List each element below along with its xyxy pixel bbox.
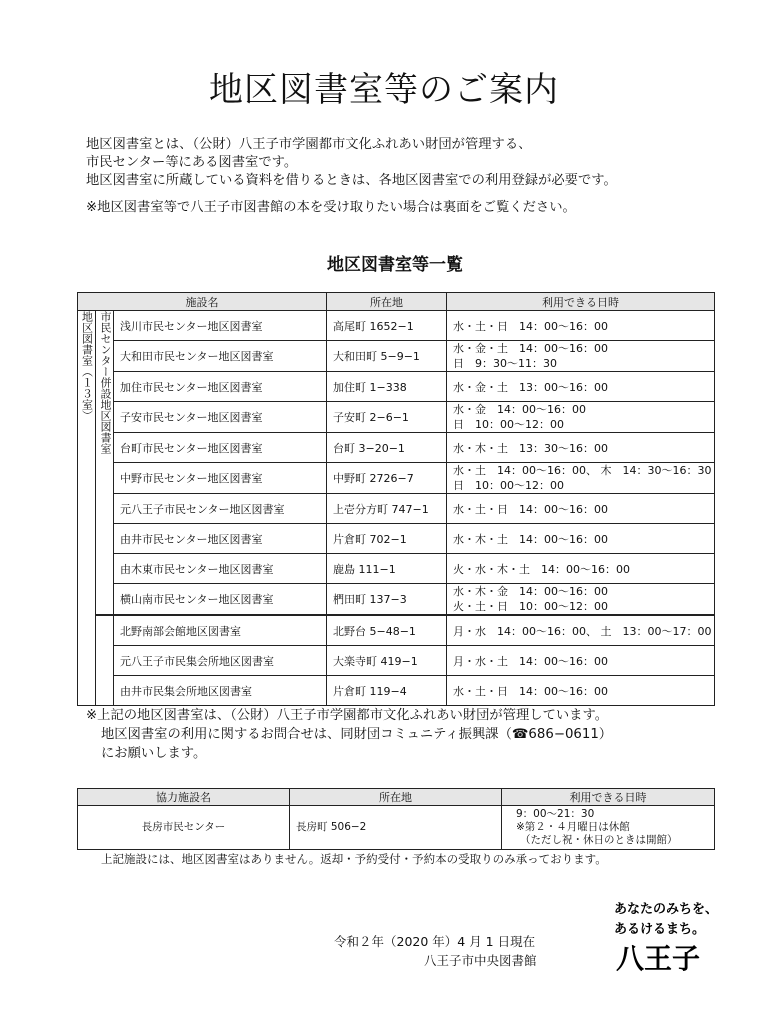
hours-line: 火・水・木・土 14：00〜16：00: [453, 562, 630, 576]
table-row: [78, 341, 715, 372]
facility-name: 浅川市民センター地区図書室: [114, 311, 327, 341]
table-row: [78, 494, 715, 524]
facility-address: 北野台 5−48−1: [327, 615, 447, 646]
table-row: [78, 676, 715, 706]
table-row: [78, 646, 715, 676]
coop-header-facility: 協力施設名: [78, 789, 290, 806]
table-row: [78, 463, 715, 494]
logo-line1: あなたのみちを、: [614, 902, 719, 917]
hours-line: 水・土 14：00〜16：00、 木 14：30〜16：30: [453, 464, 712, 477]
facility-name: 中野市民センター地区図書室: [114, 463, 327, 494]
hours-line: 日 10：00〜12：00: [453, 479, 564, 492]
footnote: [86, 706, 612, 763]
table-row: [78, 311, 715, 341]
facility-name: 子安市民センター地区図書室: [114, 402, 327, 433]
hours-line: 火・土・日 10：00〜12：00: [453, 600, 608, 613]
coop-note: 上記施設には、地区図書室はありません。返却・予約受付・予約本の受取りのみ承っております。: [101, 852, 607, 866]
hours-line: 日 9：30〜11：30: [453, 357, 557, 370]
hours-line: 水・土・日 14：00〜16：00: [453, 502, 608, 516]
group-label-outer: 地区図書室（１３室）: [78, 311, 96, 706]
hours-line: 水・木・金 14：00〜16：00: [453, 585, 608, 598]
facility-name: 大和田市民センター地区図書室: [114, 341, 327, 372]
facility-name: 加住市民センター地区図書室: [114, 372, 327, 402]
facility-hours: [447, 433, 715, 463]
logo-line2: あるけるまち。: [614, 922, 706, 937]
cooperation-table: [77, 788, 715, 850]
facility-hours: [447, 341, 715, 372]
facility-hours: [447, 402, 715, 433]
coop-hours-line: （ただし祝・休日のときは開館）: [520, 834, 678, 846]
hours-line: 水・土・日 14：00〜16：00: [453, 319, 608, 333]
facility-name: 由井市民集会所地区図書室: [114, 676, 327, 706]
facility-name: 元八王子市民センター地区図書室: [114, 494, 327, 524]
hours-line: 水・土・日 14：00〜16：00: [453, 684, 608, 698]
table-row: [78, 584, 715, 616]
table-row: [78, 554, 715, 584]
facility-address: 椚田町 137−3: [327, 584, 447, 616]
header-facility: 施設名: [78, 293, 327, 311]
facility-name: 元八王子市民集会所地区図書室: [114, 646, 327, 676]
intro-line: 地区図書室に所蔵している資料を借りるときは、各地区図書室での利用登録が必要です。: [86, 173, 617, 188]
logo-name: 八王子: [616, 942, 701, 975]
library-table: [77, 292, 715, 706]
coop-header-address: 所在地: [290, 789, 502, 806]
facility-name: 台町市民センター地区図書室: [114, 433, 327, 463]
facility-address: 加住町 1−338: [327, 372, 447, 402]
issuer: 八王子市中央図書館: [424, 953, 537, 968]
intro-text: [86, 136, 617, 217]
facility-name: 由井市民センター地区図書室: [114, 524, 327, 554]
footnote-line: 地区図書室の利用に関するお問合せは、同財団コミュニティ振興課（☎686−0611）: [101, 727, 613, 742]
footnote-line: ※上記の地区図書室は、（公財）八王子市学園都市文化ふれあい財団が管理しています。: [86, 708, 609, 723]
coop-facility-name: 長房市民センター: [78, 806, 290, 850]
facility-address: 鹿島 111−1: [327, 554, 447, 584]
facility-address: 大楽寺町 419−1: [327, 646, 447, 676]
header-hours: 利用できる日時: [447, 293, 715, 311]
issue-info: [334, 932, 537, 970]
group-label-inner: 市民センター併設地区図書室: [96, 311, 114, 616]
issue-date: 令和２年（2020 年）4 月 1 日現在: [334, 934, 536, 949]
hours-line: 日 10：00〜12：00: [453, 418, 564, 431]
hachioji-logo: [612, 896, 732, 976]
facility-address: 高尾町 1652−1: [327, 311, 447, 341]
group-label-blank: [96, 615, 114, 706]
table-row: [78, 402, 715, 433]
facility-hours: [447, 524, 715, 554]
facility-name: 北野南部会館地区図書室: [114, 615, 327, 646]
intro-line: 地区図書室とは、（公財）八王子市学園都市文化ふれあい財団が管理する、: [86, 137, 532, 152]
coop-hours-line: ※第２・４月曜日は休館: [516, 821, 630, 833]
facility-hours: [447, 494, 715, 524]
facility-hours: [447, 615, 715, 646]
coop-hours-line: 9：00〜21：30: [516, 808, 595, 820]
footnote-line: にお願いします。: [101, 746, 207, 761]
coop-hours: [502, 806, 715, 850]
table-row: [78, 372, 715, 402]
facility-hours: [447, 554, 715, 584]
table-row: [78, 524, 715, 554]
coop-address: 長房町 506−2: [290, 806, 502, 850]
table-row: [78, 615, 715, 646]
facility-address: 片倉町 702−1: [327, 524, 447, 554]
table-row: [78, 433, 715, 463]
facility-hours: [447, 311, 715, 341]
facility-address: 台町 3−20−1: [327, 433, 447, 463]
facility-hours: [447, 676, 715, 706]
facility-name: 由木東市民センター地区図書室: [114, 554, 327, 584]
facility-hours: [447, 646, 715, 676]
intro-note: ※地区図書室等で八王子市図書館の本を受け取りたい場合は裏面をご覧ください。: [86, 200, 576, 215]
facility-hours: [447, 463, 715, 494]
hours-line: 水・木・土 14：00〜16：00: [453, 532, 608, 546]
header-address: 所在地: [327, 293, 447, 311]
facility-name: 横山南市民センター地区図書室: [114, 584, 327, 616]
hours-line: 月・水・土 14：00〜16：00: [453, 654, 608, 668]
facility-address: 大和田町 5−9−1: [327, 341, 447, 372]
hours-line: 水・金・土 14：00〜16：00: [453, 342, 608, 355]
hours-line: 水・金・土 13：00〜16：00: [453, 380, 608, 394]
page-title: 地区図書室等のご案内: [209, 70, 559, 110]
facility-address: 片倉町 119−4: [327, 676, 447, 706]
hours-line: 水・木・土 13：30〜16：00: [453, 441, 608, 455]
hours-line: 水・金 14：00〜16：00: [453, 403, 586, 416]
facility-address: 中野町 2726−7: [327, 463, 447, 494]
intro-line: 市民センター等にある図書室です。: [86, 155, 298, 170]
facility-hours: [447, 372, 715, 402]
coop-header-hours: 利用できる日時: [502, 789, 715, 806]
hours-line: 月・水 14：00〜16：00、 土 13：00〜17：00: [453, 624, 712, 638]
facility-hours: [447, 584, 715, 616]
list-title: 地区図書室等一覧: [327, 255, 463, 275]
coop-row: [78, 806, 715, 850]
facility-address: 子安町 2−6−1: [327, 402, 447, 433]
facility-address: 上壱分方町 747−1: [327, 494, 447, 524]
